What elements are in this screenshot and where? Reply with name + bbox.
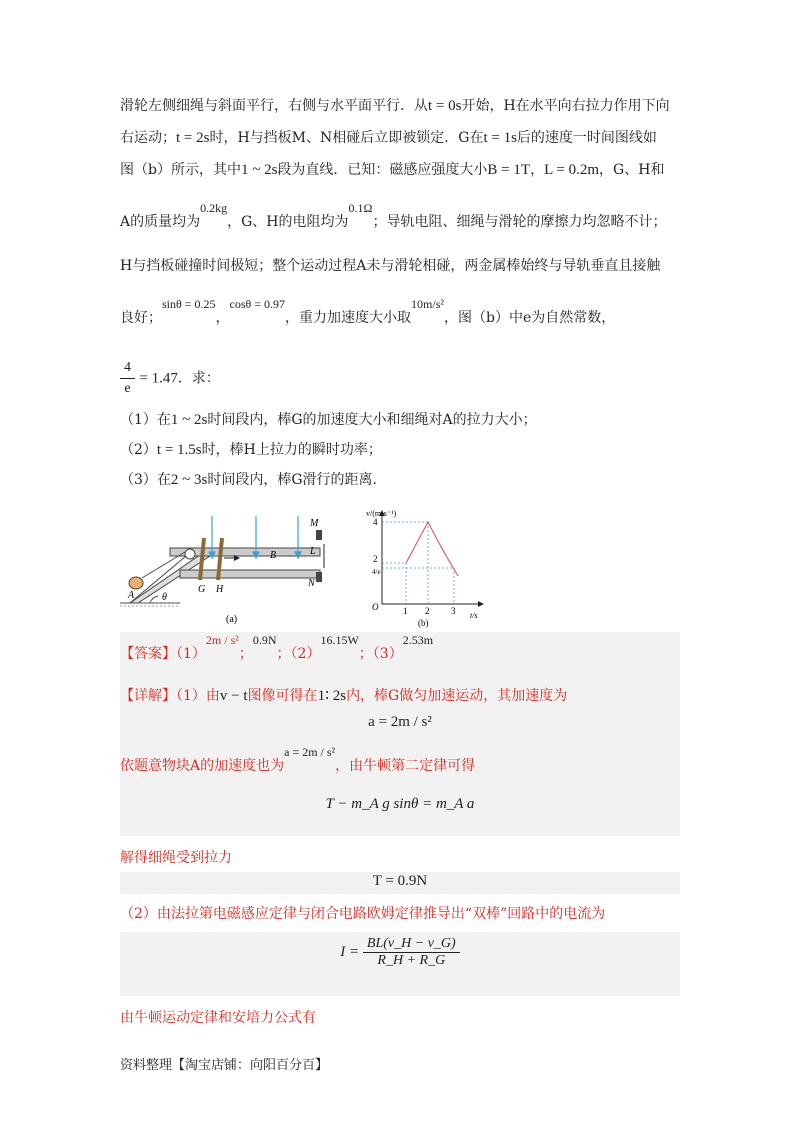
question-1: （1）在1 ~ 2s时间段内，棒G的加速度大小和细绳对A的拉力大小； [120, 412, 537, 428]
label-n: N [308, 578, 315, 589]
origin-label: O [372, 602, 379, 612]
label-theta: θ [162, 592, 167, 603]
footer-source: 资料整理【淘宝店铺：向阳百分百】 [120, 1058, 329, 1073]
caption-a: (a) [226, 614, 238, 625]
equation-current: I = $\frac{BL(v\_H - v\_G)}{R\_H + R\_G}$ [120, 936, 680, 969]
question-2: （2）t = 1.5s时，棒H上拉力的瞬时功率； [120, 442, 382, 458]
figure-a-apparatus [120, 508, 340, 628]
detail-line-1: 【详解】（1）由v − t图像可得在1∶ 2s内，棒G做匀加速运动，其加速度为 [120, 688, 568, 704]
label-l: L [310, 546, 316, 557]
ytick-4: 4 [373, 517, 378, 527]
caption-b: (b) [418, 618, 429, 628]
label-g: G [198, 584, 206, 595]
ytick-2: 2 [373, 554, 378, 564]
ytick-4-over-e: 4/e [372, 568, 381, 576]
y-axis-label: v/(m·s⁻¹) [366, 509, 397, 518]
problem-line-2: 右运动；t = 2s时，H与挡板M、N相碰后立即被锁定．G在t = 1s后的速度一时间图线如 [120, 130, 657, 146]
detail-line-4: （2）由法拉第电磁感应定律与闭合电路欧姆定律推导出“双棒”回路中的电流为 [120, 906, 606, 922]
problem-line-7: $\frac{4}{e}$ = 1.47．求： [120, 358, 220, 399]
figure-b-vt-graph [362, 506, 492, 628]
label-a: A [128, 590, 135, 601]
xtick-2: 2 [425, 606, 430, 616]
detail-line-2: 依题意物块A的加速度也为a = 2m / s²，由牛顿第二定律可得 [120, 745, 476, 774]
xtick-3: 3 [451, 606, 456, 616]
problem-line-4: A的质量均为0.2kg，G、H的电阻均为0.1Ω；导轨电阻、细绳与滑轮的摩擦力均忽略不计； [120, 201, 667, 230]
equation-newton: T − m_A g sinθ = m_A a [325, 796, 475, 812]
answer-line: 【答案】（1）2m / s²；0.9N；（2）16.15W；（3）2.53m [120, 633, 434, 662]
guide-lines [382, 522, 454, 604]
pulley [185, 549, 195, 559]
detail-line-3: 解得细绳受到拉力 [120, 850, 232, 866]
block-a [129, 577, 143, 589]
label-m: M [310, 518, 319, 529]
problem-line-1: 滑轮左侧细绳与斜面平行，右侧与水平面平行．从t = 0s开始，H在水平向右拉力作用下向 [120, 98, 670, 114]
question-3: （3）在2 ~ 3s时间段内，棒G滑行的距离． [120, 472, 387, 488]
fraction-4-over-e: $\frac{4}{e}$ [120, 358, 135, 399]
label-b: B [270, 550, 277, 561]
barrier-n [316, 572, 322, 582]
barrier-m [316, 530, 322, 540]
problem-line-5: H与挡板碰撞时间极短；整个运动过程A未与滑轮相碰，两金属棒始终与导轨垂直且接触 [120, 258, 661, 274]
x-axis-label: t/s [470, 611, 478, 620]
equation-tension: T = 0.9N [372, 873, 428, 889]
label-h: H [216, 584, 224, 595]
problem-line-3: 图（b）所示，其中1 ~ 2s段为直线．已知：磁感应强度大小B = 1T，L = 0.2m，G、H和 [120, 162, 665, 178]
problem-line-6: 良好；sinθ = 0.25，cosθ = 0.97，重力加速度大小取10m/s²，图（b）中e为自然常数， [120, 297, 616, 326]
xtick-1: 1 [403, 606, 408, 616]
detail-line-5: 由牛顿运动定律和安培力公式有 [120, 1010, 316, 1026]
equation-acceleration: a = 2m / s² [368, 714, 432, 730]
